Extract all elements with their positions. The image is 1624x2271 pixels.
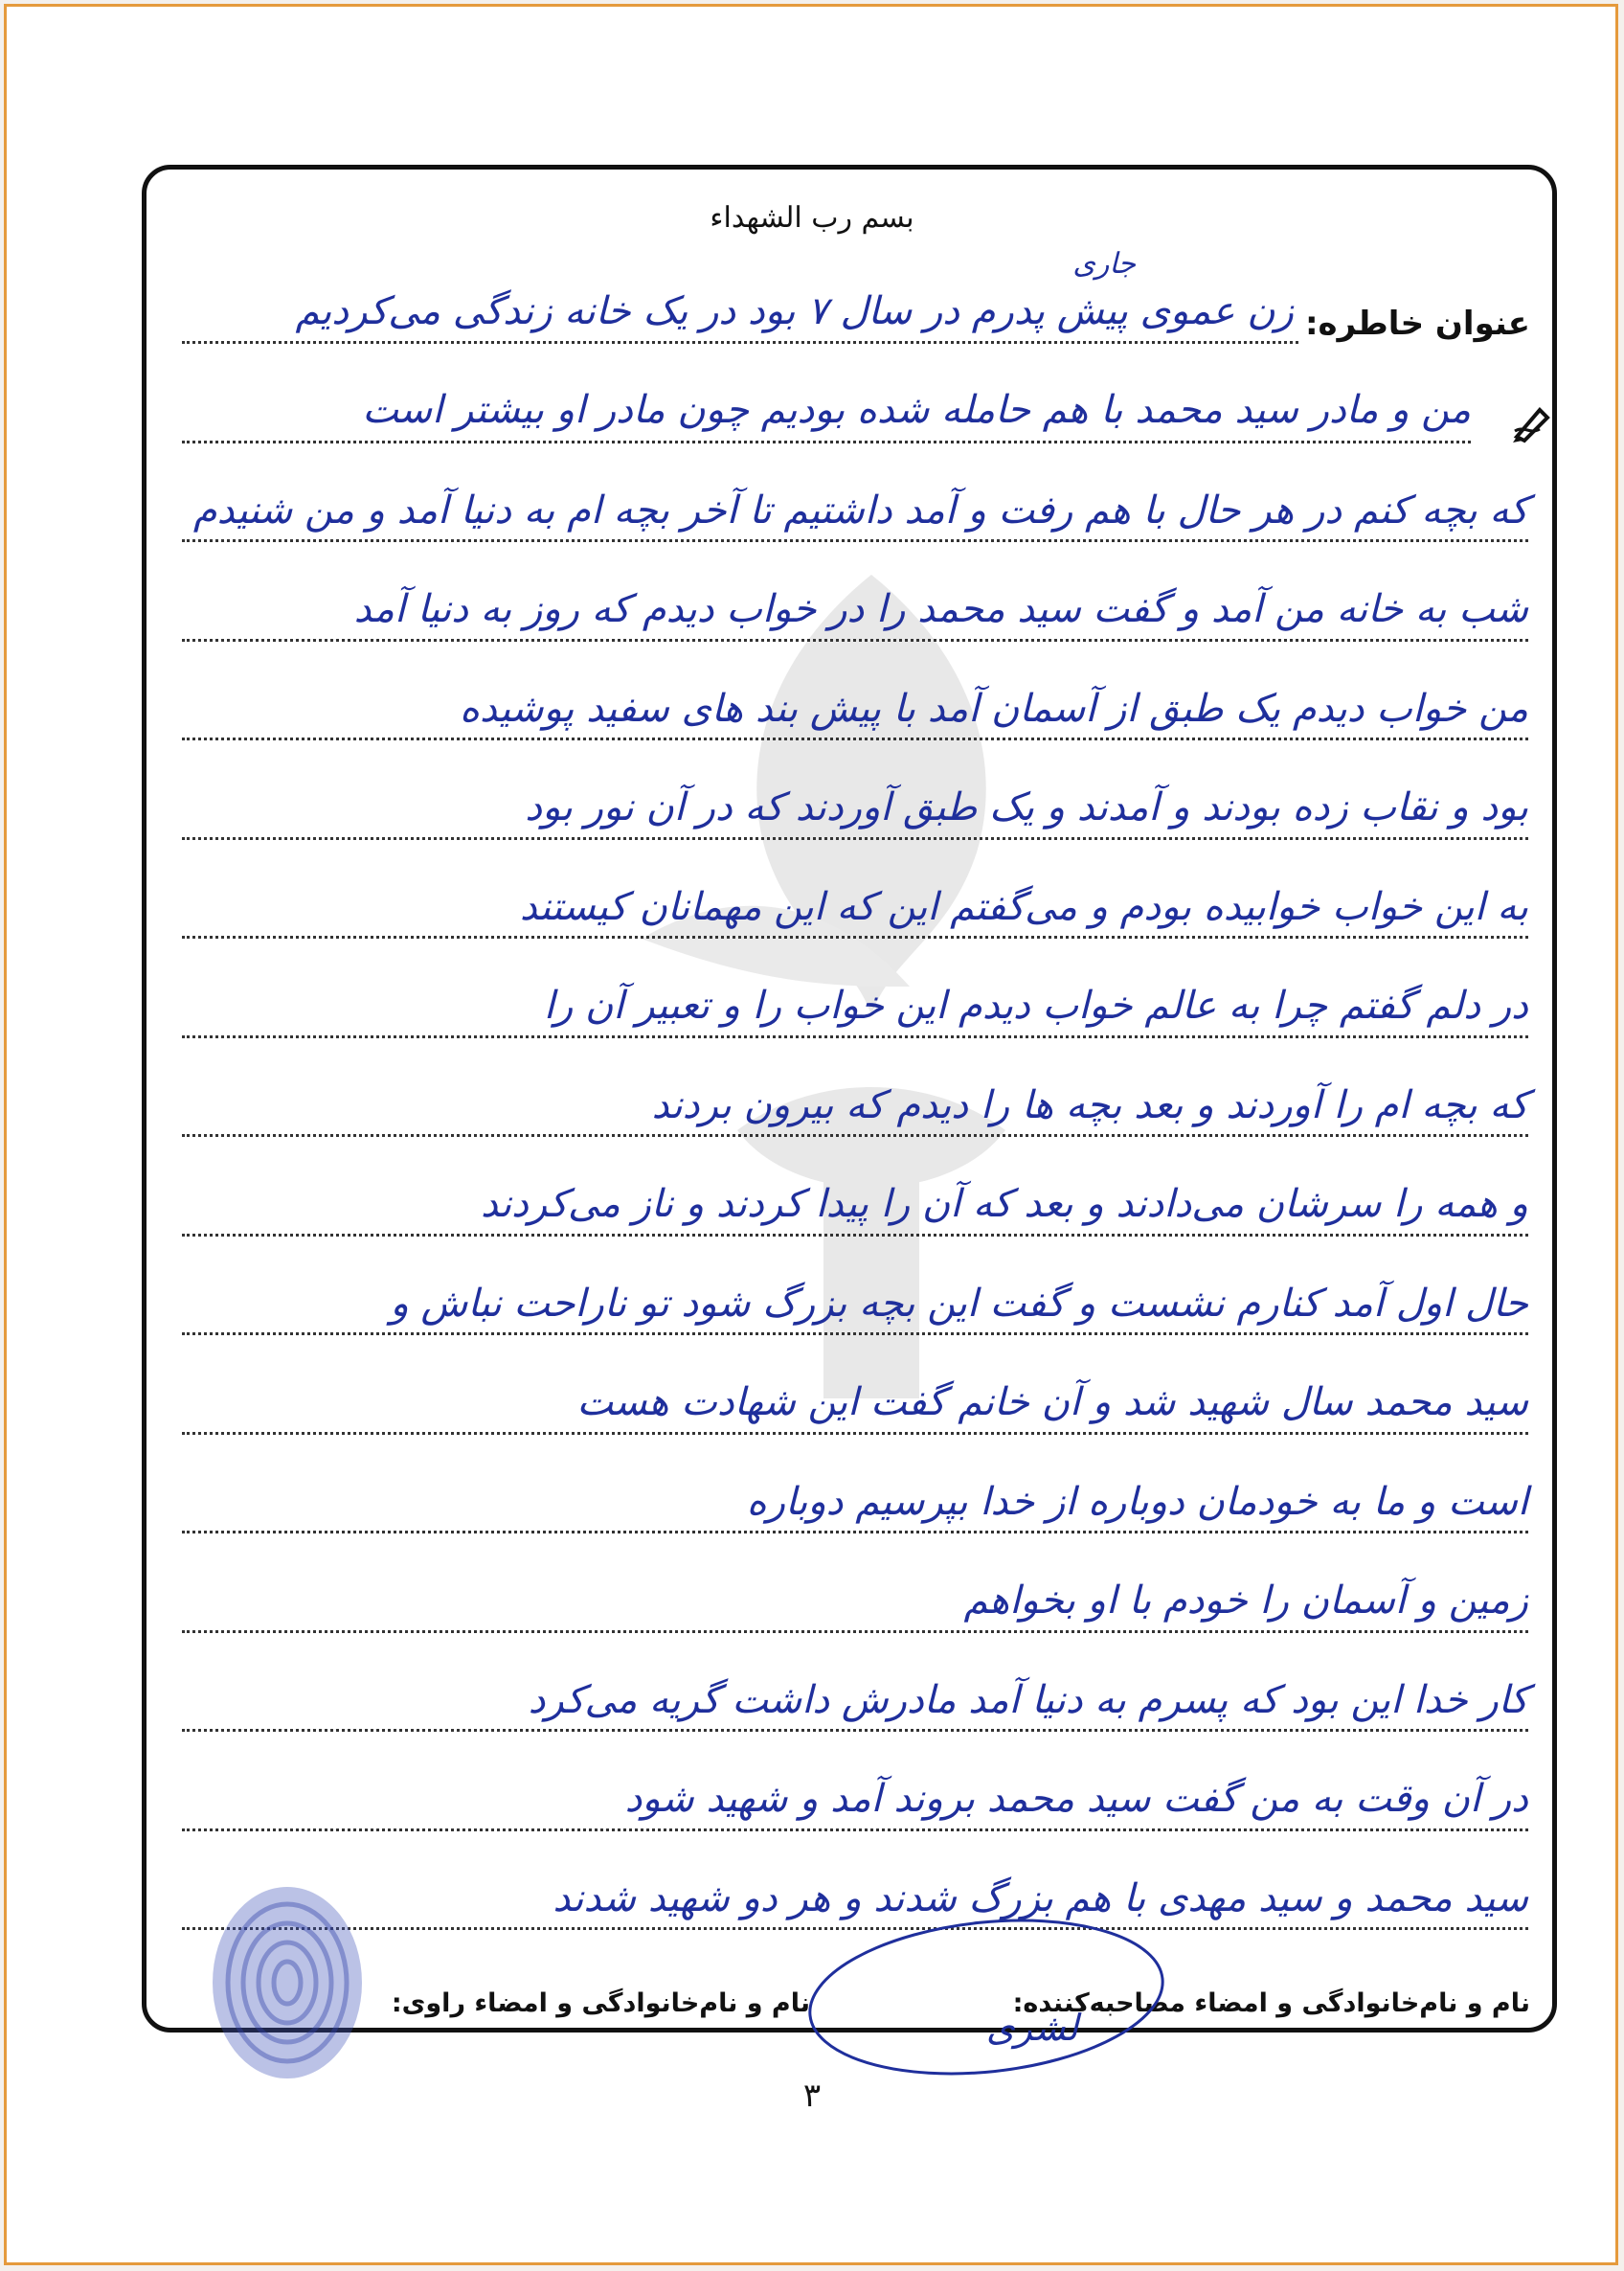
handwritten-line: زمین و آسمان را خودم با او بخواهم — [963, 1578, 1528, 1623]
interviewer-label: نام و نام‌خانوادگی و امضاء مصاحبه‌کننده: — [1012, 1988, 1530, 2018]
dotted-line — [182, 1531, 1528, 1533]
handwritten-line: در آن وقت به من گفت سید محمد بروند آمد و شهید شود — [624, 1777, 1528, 1821]
dotted-line — [182, 1234, 1528, 1237]
handwritten-line: سید محمد و سید مهدی با هم بزرگ شدند و هر دو شهید شدند — [553, 1876, 1528, 1920]
header-title: بسم رب الشهداء — [710, 201, 914, 235]
dotted-line — [182, 1035, 1528, 1038]
dotted-line — [182, 1432, 1528, 1435]
handwritten-line: است و ما به خودمان دوباره از خدا بپرسیم دوباره — [746, 1480, 1528, 1524]
dotted-line — [182, 441, 1471, 443]
handwritten-line: من خواب دیدم یک طبق از آسمان آمد با پیش بند های سفید پوشیده — [460, 687, 1528, 731]
dotted-line — [182, 936, 1528, 939]
memory-title-label: عنوان خاطره: — [1304, 305, 1530, 343]
dotted-line — [182, 1729, 1528, 1732]
page-number: ۳ — [802, 2077, 822, 2115]
dotted-line — [182, 1630, 1528, 1633]
signature-oval — [795, 1901, 1197, 2083]
interviewer-signature: لشری — [985, 2007, 1078, 2049]
narrator-label: نام و نام‌خانوادگی و امضاء راوی: — [391, 1988, 810, 2018]
handwritten-line: من و مادر سید محمد با هم حامله شده بودیم چون مادر او بیشتر است — [362, 388, 1471, 432]
handwritten-line: که بچه کنم در هر حال با هم رفت و آمد داشتیم تا آخر بچه ام به دنیا آمد و من شنیدم — [192, 488, 1528, 533]
handwritten-line: که بچه ام را آوردند و بعد بچه ها را دیدم که بیرون بردند — [651, 1083, 1528, 1127]
handwritten-insertion: جاری — [1072, 247, 1136, 281]
dotted-line — [182, 1134, 1528, 1137]
handwritten-line: بود و نقاب زده بودند و آمدند و یک طبق آوردند که در آن نور بود — [525, 785, 1528, 829]
handwritten-line: شب به خانه من آمد و گفت سید محمد را در خواب دیدم که روز به دنیا آمد — [353, 587, 1528, 631]
handwritten-line: حال اول آمد کنارم نشست و گفت این بچه بزرگ شود تو ناراحت نباش و — [390, 1282, 1528, 1326]
handwritten-line: به این خواب خوابیده بودم و می‌گفتم این که این مهمانان کیستند — [519, 885, 1528, 929]
handwritten-line: زن عموی پیش پدرم در سال ۷ بود در یک خانه زندگی می‌کردیم — [295, 289, 1294, 333]
handwritten-line: سید محمد سال شهید شد و آن خانم گفت این شهادت هست — [576, 1380, 1528, 1424]
dotted-line — [182, 639, 1528, 642]
dotted-line — [182, 539, 1528, 542]
dotted-line — [182, 341, 1298, 344]
dotted-line — [182, 738, 1528, 740]
dotted-line — [182, 1828, 1528, 1831]
fingerprint-stamp — [192, 1868, 383, 2098]
dotted-line — [182, 837, 1528, 840]
handwritten-line: در دلم گفتم چرا به عالم خواب دیدم این خواب را و تعبیر آن را — [543, 984, 1528, 1028]
pen-icon — [1511, 402, 1555, 444]
dotted-line — [182, 1332, 1528, 1335]
handwritten-line: و همه را سرشان می‌دادند و بعد که آن را پیدا کردند و ناز می‌کردند — [480, 1182, 1528, 1226]
handwritten-line: کار خدا این بود که پسرم به دنیا آمد مادرش داشت گریه می‌کرد — [528, 1678, 1528, 1722]
